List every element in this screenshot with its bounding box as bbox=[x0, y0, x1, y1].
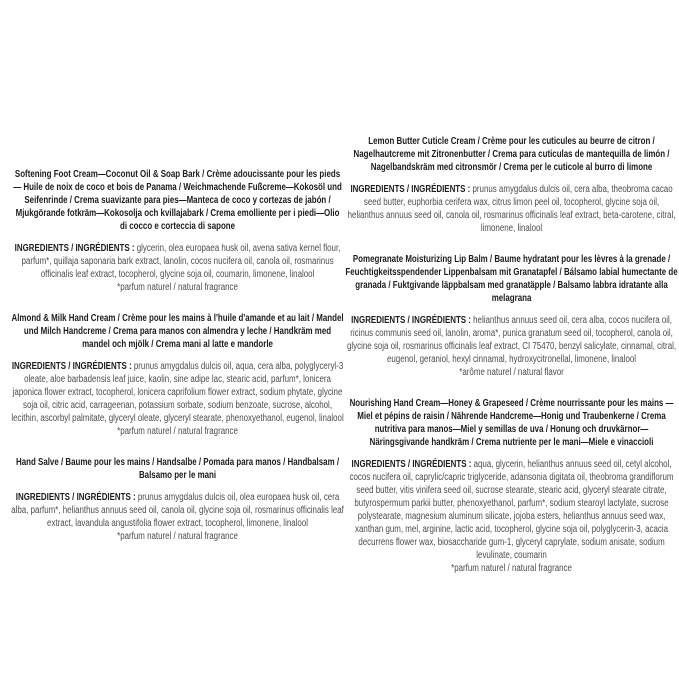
product-section-softening-foot-cream bbox=[11, 168, 344, 294]
ingredients-paragraph bbox=[345, 314, 678, 366]
ingredients-label: INGREDIENTS / INGRÉDIENTS : bbox=[14, 243, 135, 254]
product-title: Lemon Butter Cuticle Cream / Crème pour les cuticules au beurre de citron / Nagelhautcreme mit Zitronenbutter / Crema para cuticulas de mantequilla de limón / Nagelbandskräm med citronsmör / Crema per le cuticole al burro di limone bbox=[353, 136, 670, 173]
product-section-lemon-butter-cuticle-cream bbox=[345, 135, 678, 235]
product-section-hand-salve bbox=[11, 456, 344, 543]
ingredients-paragraph bbox=[11, 360, 344, 425]
ingredients-paragraph bbox=[345, 183, 678, 235]
ingredients-list: helianthus annuus seed oil, cera alba, cocos nucifera oil, ricinus communis seed oil, lanolin, aroma*, punica granatum seed oil, tocopherol, canola oil, glycine soja oil, rosmarinus officinalis leaf extract, CI 75470, benzyl salicylate, cinnamal, citral, eugenol, geraniol, hexyl cinnamal, hydroxycitronellal, limonene, linalool bbox=[346, 315, 677, 365]
ingredients-paragraph bbox=[345, 458, 678, 562]
ingredients-list: prunus amygdalus dulcis oil, aqua, cera alba, polyglyceryl-3 oleate, aloe barbadensis leaf juice, kaolin, sine adipe lac, stearic acid, parfum*, lonicera japonica flower extract, tocopherol, lonicera caprifolium flower extract, sodium phytate, glycine soja oil, citric acid, carrageenan, potassium sorbate, sodium benzoate, sucrose, alcohol, lecithin, ascorbyl palmitate, glyceryl oleate, glyceryl stearate, phenoxyethanol, eugenol, linalool bbox=[11, 361, 344, 424]
product-title: Hand Salve / Baume pour les mains / Handsalbe / Pomada para manos / Handbalsam / Balsamo per le mani bbox=[16, 457, 340, 481]
ingredients-paragraph bbox=[11, 491, 344, 530]
ingredients-list: glycerin, olea europaea husk oil, avena sativa kernel flour, parfum*, quillaja saponaria bark extract, lanolin, cocos nucifera oil, canola oil, rosmarinus officinalis leaf extract, tocopherol, glycine soja oil, coumarin, limonene, linalool bbox=[21, 243, 341, 280]
fragrance-footnote: *parfum naturel / natural fragrance bbox=[451, 563, 572, 574]
ingredients-label: INGREDIENTS / INGRÉDIENTS : bbox=[351, 315, 471, 326]
product-section-almond-milk-hand-cream bbox=[11, 312, 344, 438]
product-section-pomegranate-lip-balm bbox=[345, 253, 678, 379]
product-title: Softening Foot Cream—Coconut Oil & Soap Bark / Crème adoucissante pour les pieds — Huile de noix de coco et bois de Panama / Weichmachende Fußcreme—Kokosöl und Seifenrinde / Crema suavizante para pies—Manteca de coco y cortezas de jabón / Mjukgörande fotkräm—Kokosolja och kvillajabark / Crema emolliente per i piedi—Olio di cocco e corteccia di sapone bbox=[13, 169, 342, 232]
fragrance-footnote: *parfum naturel / natural fragrance bbox=[117, 426, 238, 437]
product-section-nourishing-hand-cream bbox=[345, 397, 678, 575]
ingredients-list: prunus amygdalus dulcis oil, olea europaea husk oil, cera alba, parfum*, helianthus annuus seed oil, canola oil, glycine soja oil, rosmarinus officinalis leaf extract, lavandula angustifolia flower extract, tocopherol, limonene, linalool bbox=[11, 492, 344, 529]
ingredients-list: prunus amygdalus dulcis oil, cera alba, theobroma cacao seed butter, euphorbia cerifera wax, citrus limon peel oil, tocopherol, glycine soja oil, helianthus annuus seed oil, canola oil, rosmarinus officinalis leaf extract, beta-carotene, citral, limonene, linalool bbox=[347, 184, 676, 234]
fragrance-footnote: *parfum naturel / natural fragrance bbox=[117, 282, 238, 293]
product-title: Pomegranate Moisturizing Lip Balm / Baume hydratant pour les lèvres à la grenade / Feuchtigkeitsspendender Lippenbalsam mit Granatapfel / Bálsamo labial humectante de granada / Fuktgivande läppbalsam med granatäpple / Balsamo labbra idratante alla melagrana bbox=[345, 254, 678, 304]
left-column bbox=[11, 168, 344, 561]
ingredients-list: aqua, glycerin, helianthus annuus seed oil, cetyl alcohol, cocos nucifera oil, caprylic/capric triglyceride, adansonia digitata oil, theobroma grandiflorum seed butter, vitis vinifera seed oil, sucrose stearate, stearic acid, glyceryl stearate citrate, butyrospermum parkii butter, phenoxyethanol, parfum*, sodium stearoyl lactylate, sucrose polystearate, magnesium aluminum silicate, jojoba esters, helianthus annuus seed wax, xanthan gum, mel, arginine, lactic acid, tocopherol, glycine soja oil, polyglycerin-3, acacia decurrens flower wax, biosaccharide gum-1, glyceryl caprylate, sodium anisate, sodium levulinate, coumarin bbox=[349, 459, 674, 561]
ingredients-label: INGREDIENTS / INGRÉDIENTS : bbox=[350, 184, 471, 195]
ingredients-paragraph bbox=[11, 242, 344, 281]
ingredients-label: INGREDIENTS / INGRÉDIENTS : bbox=[351, 459, 472, 470]
ingredients-label: INGREDIENTS / INGRÉDIENTS : bbox=[11, 361, 132, 372]
right-column bbox=[345, 135, 678, 593]
flavor-footnote: *arôme naturel / natural flavor bbox=[459, 367, 564, 378]
fragrance-footnote: *parfum naturel / natural fragrance bbox=[117, 531, 238, 542]
product-title: Nourishing Hand Cream—Honey & Grapeseed / Crème nourrissante pour les mains — Miel et pépins de raisin / Nährende Handcreme—Honig und Traubenkerne / Crema nutritiva para manos—Miel y semillas de uva / Honung och druvkärnor—Näringsgivande handkräm / Crema nutriente per le mani—Miele e vinaccioli bbox=[349, 398, 674, 448]
ingredients-label: INGREDIENTS / INGRÉDIENTS : bbox=[15, 492, 136, 503]
product-title: Almond & Milk Hand Cream / Crème pour les mains à l'huile d'amande et au lait / Mandel und Milch Handcreme / Crema para manos con almendra y leche / Handkräm med mandel och mjölk / Crema mani al latte e mandorle bbox=[11, 313, 344, 350]
